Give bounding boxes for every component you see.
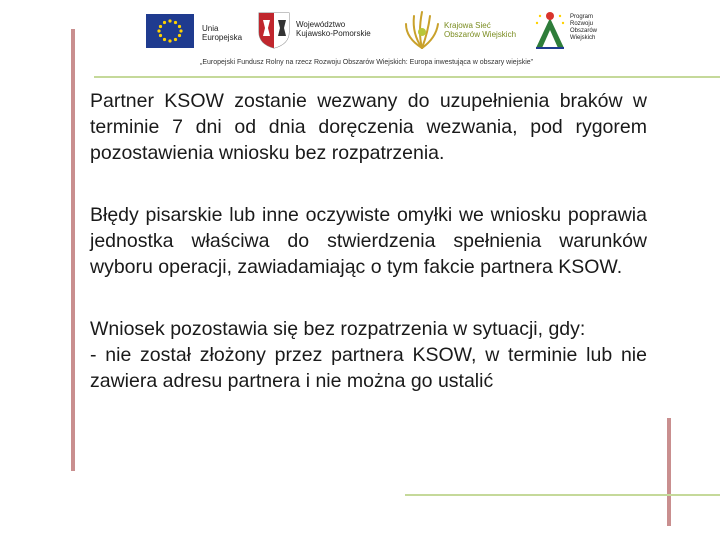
paragraph-rejection-conditions (90, 316, 647, 394)
left-accent-bar (71, 29, 75, 471)
paragraph-supplement-deadline: Partner KSOW zostanie wezwany do uzupełnienia braków w terminie 7 dni od dnia doręczenia wezwania, pod rygorem pozostawienia wniosku bez rozpatrzenia. (90, 90, 647, 164)
logo-strip (140, 8, 598, 70)
rejection-conditions-intro: Wniosek pozostawia się bez rozpatrzenia w sytuacji, gdy: (90, 318, 586, 340)
main-content (90, 88, 647, 394)
eu-flag-icon (146, 14, 194, 48)
bottom-divider-line (405, 494, 720, 496)
prow-logo-text: Program Rozwoju Obszarów Wiejskich (570, 14, 598, 41)
paragraph-clerical-errors: Błędy pisarskie lub inne oczywiste omyłki we wniosku poprawia jednostka właściwa do stwierdzenia spełnienia warunków wyboru operacji, zawiadamiając o tym fakcie partnera KSOW. (90, 204, 647, 278)
coat-of-arms-icon (256, 10, 292, 50)
eu-logo-text: Unia Europejska (202, 24, 243, 42)
top-divider-line (94, 76, 720, 78)
prow-logo-icon (532, 8, 568, 52)
voivodeship-logo-text: Województwo Kujawsko-Pomorskie (296, 20, 371, 38)
ksow-logo-icon (402, 8, 442, 52)
ksow-logo-text: Krajowa Sieć Obszarów Wiejskich (444, 21, 517, 39)
rejection-condition-item: - nie został złożony przez partnera KSOW, w terminie lub nie zawiera adresu partnera i nie można go ustalić (90, 344, 647, 392)
right-accent-bar (667, 418, 671, 526)
header-caption: „Europejski Fundusz Rolny na rzecz Rozwoju Obszarów Wiejskich: Europa inwestująca w obszary wiejskie” (200, 59, 534, 66)
